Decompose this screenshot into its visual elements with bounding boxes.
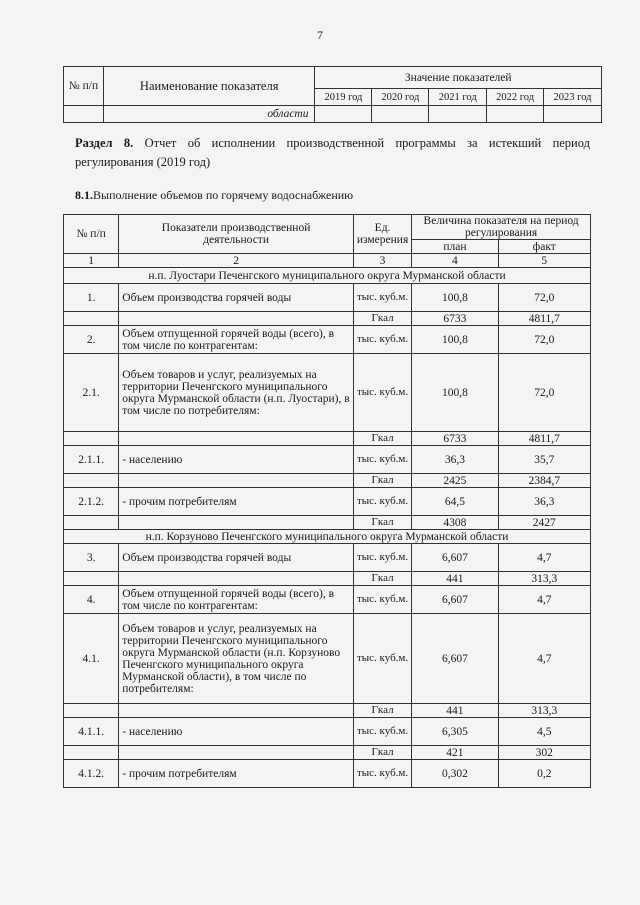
group-heading: н.п. Корзуново Печенгского муниципального округа Мурманской области: [64, 530, 591, 544]
row-plan: 100,8: [412, 326, 498, 354]
subsection-text: Выполнение объемов по горячему водоснабжению: [93, 188, 354, 202]
row-fact: 4811,7: [498, 312, 590, 326]
header-plan: план: [412, 240, 498, 254]
row-unit: тыс. куб.м.: [353, 326, 411, 354]
row-name: Объем отпущенной горячей воды (всего), в том числе по контрагентам:: [119, 586, 354, 614]
section-title: [75, 134, 590, 172]
row-plan: 6,607: [412, 614, 498, 704]
row-no: 4.1.1.: [64, 718, 119, 746]
subsection-title: [75, 188, 353, 203]
row-unit: тыс. куб.м.: [353, 354, 411, 432]
hot-water-table: [63, 214, 591, 788]
row-unit: Гкал: [353, 746, 411, 760]
row-unit: тыс. куб.м.: [353, 586, 411, 614]
group-heading: н.п. Луостари Печенгского муниципального округа Мурманской области: [64, 268, 591, 284]
row-fact: 2384,7: [498, 474, 590, 488]
table-row: [64, 586, 591, 614]
year-2023: 2023 год: [544, 89, 602, 106]
table-row: [64, 446, 591, 474]
table-row: [64, 432, 591, 446]
row-no: 1.: [64, 284, 119, 312]
row-unit: Гкал: [353, 432, 411, 446]
row-name: Объем производства горячей воды: [119, 544, 354, 572]
row-unit: тыс. куб.м.: [353, 488, 411, 516]
row-fact: 302: [498, 746, 590, 760]
row-unit: тыс. куб.м.: [353, 284, 411, 312]
row-name: - населению: [119, 718, 354, 746]
table-row: [64, 572, 591, 586]
top-header-table: [63, 66, 602, 123]
row-no: 2.1.2.: [64, 488, 119, 516]
table-row: [64, 474, 591, 488]
row-plan: 6733: [412, 432, 498, 446]
row-plan: 6,607: [412, 544, 498, 572]
row-no: 2.1.: [64, 354, 119, 432]
row-fact: 35,7: [498, 446, 590, 474]
row-fact: 4,7: [498, 614, 590, 704]
col-number: 4: [412, 254, 498, 268]
row-plan: 6,305: [412, 718, 498, 746]
row-fact: 72,0: [498, 354, 590, 432]
row-fact: 4,5: [498, 718, 590, 746]
row-no: 4.: [64, 586, 119, 614]
page-number: 7: [317, 28, 323, 42]
header-value: Величина показателя на период регулирования: [412, 215, 591, 240]
row-fact: 313,3: [498, 704, 590, 718]
header-no: № п/п: [64, 215, 119, 254]
row-fact: 36,3: [498, 488, 590, 516]
row-unit: тыс. куб.м.: [353, 446, 411, 474]
section-label: Раздел 8.: [75, 136, 134, 150]
year-2022: 2022 год: [487, 89, 544, 106]
row-fact: 2427: [498, 516, 590, 530]
row-plan: 100,8: [412, 354, 498, 432]
header-unit: Ед. измерения: [353, 215, 411, 254]
table-row: [64, 312, 591, 326]
table-row: [64, 704, 591, 718]
table-row: [64, 614, 591, 704]
row-name: Объем производства горячей воды: [119, 284, 354, 312]
row-name: - прочим потребителям: [119, 760, 354, 788]
table-row: [64, 488, 591, 516]
row-name: Объем отпущенной горячей воды (всего), в том числе по контрагентам:: [119, 326, 354, 354]
row-fact: 72,0: [498, 284, 590, 312]
row-plan: 421: [412, 746, 498, 760]
row-unit: тыс. куб.м.: [353, 614, 411, 704]
table-row: [64, 718, 591, 746]
table-row: [64, 760, 591, 788]
row-plan: 2425: [412, 474, 498, 488]
row-unit: тыс. куб.м.: [353, 718, 411, 746]
table-row: [64, 544, 591, 572]
top-cont-text: области: [103, 106, 315, 123]
row-unit: Гкал: [353, 704, 411, 718]
row-fact: 4,7: [498, 586, 590, 614]
row-plan: 64,5: [412, 488, 498, 516]
row-plan: 6733: [412, 312, 498, 326]
table-row: [64, 746, 591, 760]
row-unit: Гкал: [353, 312, 411, 326]
header-fact: факт: [498, 240, 590, 254]
row-unit: Гкал: [353, 572, 411, 586]
row-fact: 4,7: [498, 544, 590, 572]
row-unit: тыс. куб.м.: [353, 760, 411, 788]
row-fact: 4811,7: [498, 432, 590, 446]
col-number: 3: [353, 254, 411, 268]
row-name: Объем товаров и услуг, реализуемых на территории Печенгского муниципального округа Мурманской области (н.п. Луостари), в том числе по потребителям:: [119, 354, 354, 432]
row-no: 3.: [64, 544, 119, 572]
row-fact: 0,2: [498, 760, 590, 788]
row-no: 4.1.: [64, 614, 119, 704]
row-unit: Гкал: [353, 516, 411, 530]
year-2021: 2021 год: [429, 89, 487, 106]
table-row: [64, 284, 591, 312]
row-plan: 6,607: [412, 586, 498, 614]
col-number: 1: [64, 254, 119, 268]
row-fact: 72,0: [498, 326, 590, 354]
subsection-label: 8.1.: [75, 188, 93, 202]
row-name: - прочим потребителям: [119, 488, 354, 516]
table-row: [64, 326, 591, 354]
row-plan: 441: [412, 704, 498, 718]
row-plan: 441: [412, 572, 498, 586]
row-unit: тыс. куб.м.: [353, 544, 411, 572]
top-cont-no: [64, 106, 104, 123]
row-unit: Гкал: [353, 474, 411, 488]
row-fact: 313,3: [498, 572, 590, 586]
top-col-name: Наименование показателя: [103, 67, 315, 106]
row-name: - населению: [119, 446, 354, 474]
row-plan: 4308: [412, 516, 498, 530]
row-plan: 0,302: [412, 760, 498, 788]
top-col-values: Значение показателей: [315, 67, 602, 89]
row-plan: 100,8: [412, 284, 498, 312]
col-number: 2: [119, 254, 354, 268]
section-text: Отчет об исполнении производственной программы за истекший период регулирования (2019 год): [75, 136, 590, 169]
table-row: [64, 516, 591, 530]
row-no: 2.1.1.: [64, 446, 119, 474]
row-no: 4.1.2.: [64, 760, 119, 788]
col-number: 5: [498, 254, 590, 268]
row-no: 2.: [64, 326, 119, 354]
header-indicator: Показатели производственной деятельности: [119, 215, 354, 254]
year-2019: 2019 год: [315, 89, 372, 106]
year-2020: 2020 год: [372, 89, 429, 106]
row-plan: 36,3: [412, 446, 498, 474]
row-name: Объем товаров и услуг, реализуемых на территории Печенгского муниципального округа Мурманской области (н.п. Корзуново Печенгского муниципального округа Мурманской области), в том числе по потребителям:: [119, 614, 354, 704]
top-col-no: № п/п: [64, 67, 104, 106]
table-row: [64, 354, 591, 432]
